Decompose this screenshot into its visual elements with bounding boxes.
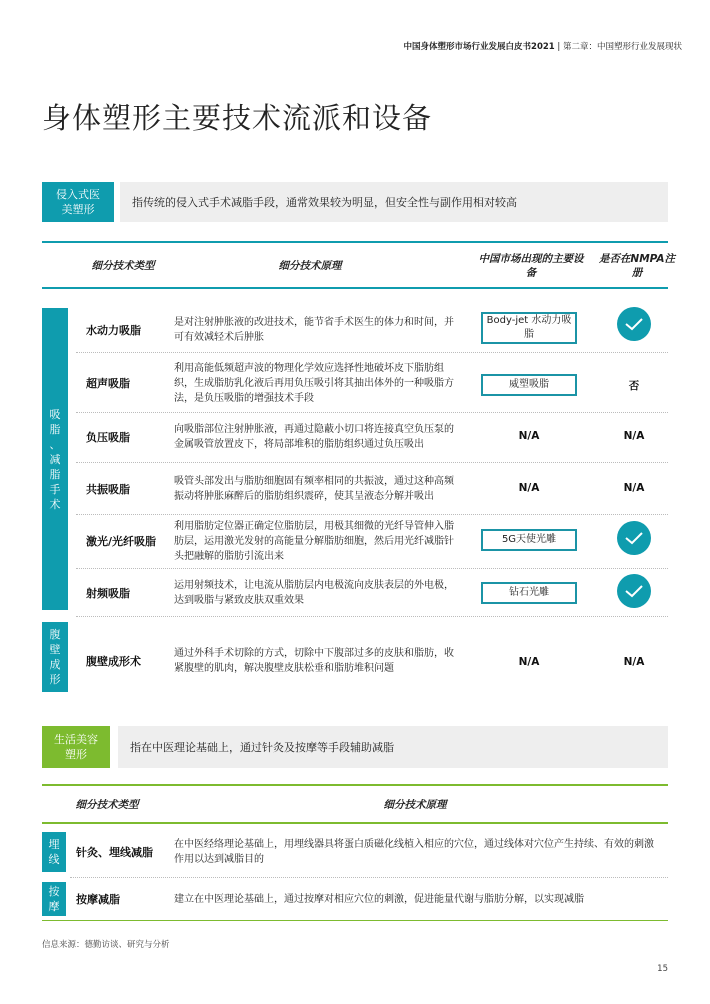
lifestyle-description: 指在中医理论基础上，通过针灸及按摩等手段辅助减脂	[118, 726, 668, 768]
group-label-thread-embedding: 埋线	[48, 838, 60, 866]
col-header-devices: 中国市场出现的主要设备	[478, 253, 584, 279]
technique-description: 在中医经络理论基础上，用埋线器具将蛋白质磁化线植入相应的穴位，通过线体对穴位产生持续、有效的刺激作用以达到减脂目的	[174, 839, 654, 865]
technique-description: 向吸脂部位注射肿胀液，再通过隐蔽小切口将连接真空负压泵的金属吸管放置皮下，将局部堆积的脂肪组织通过负压吸出	[174, 424, 454, 450]
device-na: N/A	[518, 430, 540, 442]
lifestyle-header-top-rule	[42, 784, 668, 786]
nmpa-registered-check	[617, 307, 651, 341]
group-sidebar-thread-embedding	[42, 832, 66, 872]
check-icon	[617, 307, 651, 341]
row-divider	[76, 568, 668, 569]
col-header-nmpa: 是否在NMPA注册	[598, 253, 676, 279]
invasive-category-text: 侵入式医美塑形	[56, 188, 100, 216]
chapter-title: 第二章：中国塑形行业发展现状	[562, 42, 682, 52]
group-label-abdominoplasty: 腹壁成形	[49, 628, 61, 686]
device-box: 钻石光雕	[481, 582, 577, 604]
technique-description: 运用射频技术，让电流从脂肪层内电极流向皮肤表层的外电极，达到吸脂与紧致皮肤双重效果	[174, 580, 454, 606]
device-box: 威塑吸脂	[481, 374, 577, 396]
invasive-description: 指传统的侵入式手术减脂手段，通常效果较为明显，但安全性与副作用相对较高	[120, 182, 668, 222]
nmpa-status: 否	[628, 379, 640, 392]
technique-name: 共振吸脂	[86, 483, 130, 496]
technique-description: 建立在中医理论基础上，通过按摩对相应穴位的刺激，促进能量代谢与脂肪分解，以实现减脂	[174, 893, 584, 905]
check-icon	[617, 521, 651, 555]
col-header-principle: 细分技术原理	[278, 260, 342, 272]
technique-name: 腹壁成形术	[86, 655, 141, 668]
lifestyle-col-header-principle: 细分技术原理	[383, 799, 447, 811]
running-header	[404, 40, 682, 52]
invasive-header-bottom-rule	[42, 287, 668, 289]
technique-description: 利用高能低频超声波的物理化学效应选择性地破坏皮下脂肪组织，生成脂肪乳化液后再用负压吸引将其抽出体外的一种吸脂方法，是负压吸脂的增强技术手段	[174, 362, 454, 404]
group-label-liposuction: 吸脂、减脂手术	[49, 407, 61, 511]
group-sidebar-massage	[42, 882, 66, 916]
nmpa-status: N/A	[623, 656, 645, 668]
device-box: Body-jet 水动力吸脂	[481, 312, 577, 344]
technique-name: 按摩减脂	[76, 893, 120, 906]
invasive-header-top-rule	[42, 241, 668, 243]
source-note: 信息来源：德勤访谈、研究与分析	[42, 940, 170, 950]
technique-description: 是对注射肿胀液的改进技术，能节省手术医生的体力和时间，并可有效减轻术后肿胀	[174, 317, 454, 343]
technique-name: 激光/光纤吸脂	[86, 535, 157, 548]
technique-name: 射频吸脂	[86, 587, 130, 600]
device-na: N/A	[518, 482, 540, 494]
nmpa-status: N/A	[623, 430, 645, 442]
technique-description: 吸管头部发出与脂肪细胞固有频率相同的共振波，通过这种高频振动将肿胀麻醉后的脂肪组织震碎，使其呈液态分解并吸出	[174, 476, 454, 502]
row-divider	[70, 877, 668, 878]
device-box: 5G天使光雕	[481, 529, 577, 551]
group-sidebar-liposuction	[42, 308, 68, 610]
lifestyle-header-bottom-rule	[42, 822, 668, 824]
row-divider	[76, 462, 668, 463]
row-divider	[76, 412, 668, 413]
technique-name: 超声吸脂	[86, 377, 130, 390]
lifestyle-category-text: 生活美容塑形	[54, 733, 98, 761]
check-icon	[617, 574, 651, 608]
technique-name: 负压吸脂	[86, 431, 130, 444]
row-divider	[76, 616, 668, 617]
col-header-type: 细分技术类型	[91, 260, 155, 272]
technique-description: 通过外科手术切除的方式，切除中下腹部过多的皮肤和脂肪，收紧腹壁的肌肉，解决腹壁皮肤松垂和脂肪堆积问题	[174, 648, 454, 674]
header-separator: |	[554, 42, 563, 52]
lifestyle-col-header-type: 细分技术类型	[75, 799, 139, 811]
nmpa-status: N/A	[623, 482, 645, 494]
technique-name: 水动力吸脂	[86, 324, 141, 337]
nmpa-registered-check	[617, 574, 651, 608]
technique-name: 针灸、埋线减脂	[76, 846, 153, 859]
nmpa-registered-check	[617, 521, 651, 555]
technique-description: 利用脂肪定位器正确定位脂肪层，用极其细微的光纤导管伸入脂肪层，运用激光发射的高能量分解脂肪细胞，然后用光纤减脂针头把融解的脂肪引流出来	[174, 520, 454, 562]
group-sidebar-abdominoplasty	[42, 622, 68, 692]
row-divider	[76, 352, 668, 353]
page-title: 身体塑形主要技术流派和设备	[42, 101, 433, 135]
lifestyle-bottom-rule	[42, 920, 668, 921]
lifestyle-category-label	[42, 726, 110, 768]
device-na: N/A	[518, 656, 540, 668]
row-divider	[76, 514, 668, 515]
report-title: 中国身体塑形市场行业发展白皮书2021	[403, 42, 555, 52]
page-number: 15	[657, 964, 668, 974]
invasive-category-label	[42, 182, 114, 222]
group-label-massage: 按摩	[48, 885, 60, 913]
